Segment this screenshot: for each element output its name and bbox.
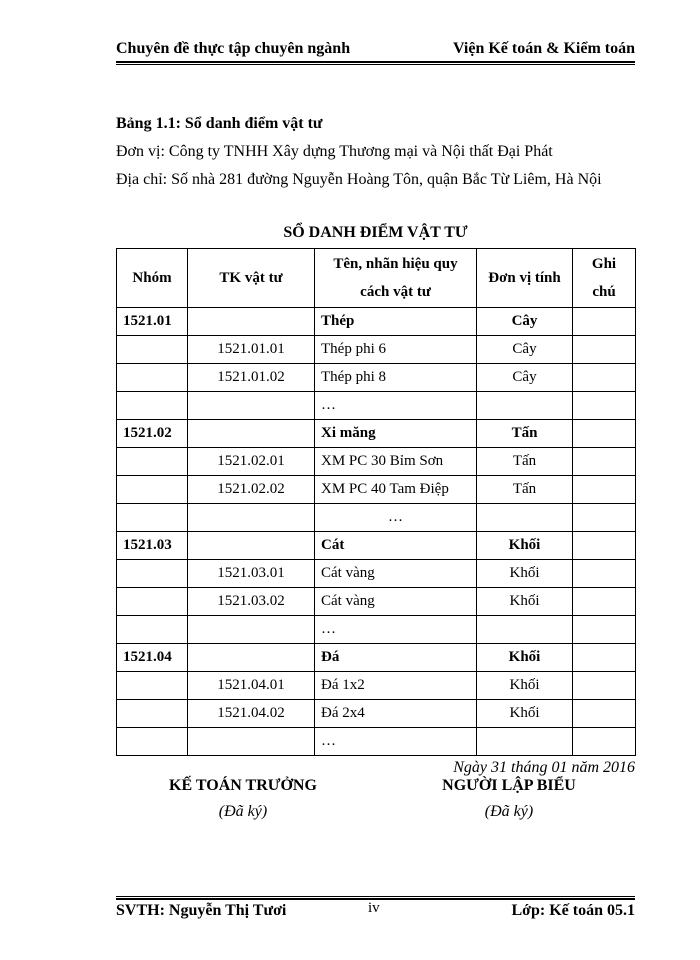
table-row bbox=[117, 700, 636, 728]
table-row bbox=[117, 420, 636, 448]
table-caption: Bảng 1.1: Sổ danh điểm vật tư bbox=[116, 115, 323, 132]
chief-accountant-title: KẾ TOÁN TRƯỞNG bbox=[169, 777, 317, 794]
cell-group bbox=[117, 700, 188, 728]
cell-account bbox=[188, 308, 315, 336]
table-row bbox=[117, 448, 636, 476]
cell-name: XM PC 40 Tam Điệp bbox=[315, 476, 477, 504]
col-header-note: Ghi chú bbox=[573, 249, 636, 308]
table-row bbox=[117, 728, 636, 756]
cell-unit: Khối bbox=[477, 644, 573, 672]
cell-account: 1521.03.01 bbox=[188, 560, 315, 588]
cell-group bbox=[117, 672, 188, 700]
cell-group bbox=[117, 560, 188, 588]
table-row bbox=[117, 672, 636, 700]
cell-unit: Cây bbox=[477, 336, 573, 364]
col-header-group: Nhóm bbox=[117, 249, 188, 308]
cell-unit: Khối bbox=[477, 700, 573, 728]
cell-unit: Cây bbox=[477, 308, 573, 336]
cell-unit: Khối bbox=[477, 532, 573, 560]
ledger-title: SỔ DANH ĐIỂM VẬT TƯ bbox=[283, 224, 468, 241]
footer-student: SVTH: Nguyễn Thị Tươi bbox=[116, 902, 287, 919]
cell-account: 1521.02.01 bbox=[188, 448, 315, 476]
col-header-unit: Đơn vị tính bbox=[477, 249, 573, 308]
cell-account: 1521.01.02 bbox=[188, 364, 315, 392]
preparer-sign: (Đã ký) bbox=[484, 803, 534, 820]
cell-name: Thép bbox=[315, 308, 477, 336]
cell-name: Cát vàng bbox=[315, 560, 477, 588]
cell-unit: Khối bbox=[477, 588, 573, 616]
cell-account: 1521.03.02 bbox=[188, 588, 315, 616]
cell-group: 1521.02 bbox=[117, 420, 188, 448]
cell-group bbox=[117, 476, 188, 504]
cell-account bbox=[188, 616, 315, 644]
cell-note bbox=[573, 560, 636, 588]
cell-name: Cát bbox=[315, 532, 477, 560]
header-left: Chuyên đề thực tập chuyên ngành bbox=[116, 40, 351, 57]
cell-name: … bbox=[315, 504, 477, 532]
cell-unit: Tấn bbox=[477, 476, 573, 504]
col-header-name: Tên, nhãn hiệu quy cách vật tư bbox=[315, 249, 477, 308]
cell-unit: Tấn bbox=[477, 448, 573, 476]
header-rule-thin bbox=[116, 64, 635, 65]
cell-name: Cát vàng bbox=[315, 588, 477, 616]
cell-note bbox=[573, 532, 636, 560]
cell-note bbox=[573, 392, 636, 420]
cell-group bbox=[117, 336, 188, 364]
cell-unit bbox=[477, 504, 573, 532]
cell-note bbox=[573, 308, 636, 336]
cell-name: … bbox=[315, 392, 477, 420]
cell-name: XM PC 30 Bỉm Sơn bbox=[315, 448, 477, 476]
table-row bbox=[117, 476, 636, 504]
cell-name: Thép phi 6 bbox=[315, 336, 477, 364]
cell-note bbox=[573, 364, 636, 392]
cell-group: 1521.04 bbox=[117, 644, 188, 672]
table-row bbox=[117, 392, 636, 420]
cell-unit: Cây bbox=[477, 364, 573, 392]
cell-account bbox=[188, 644, 315, 672]
cell-note bbox=[573, 336, 636, 364]
sign-date: Ngày 31 tháng 01 năm 2016 bbox=[453, 759, 635, 776]
cell-note bbox=[573, 728, 636, 756]
table-header-row bbox=[117, 249, 636, 308]
cell-account bbox=[188, 504, 315, 532]
table-row bbox=[117, 336, 636, 364]
cell-unit bbox=[477, 728, 573, 756]
cell-unit bbox=[477, 616, 573, 644]
cell-unit bbox=[477, 392, 573, 420]
cell-name: Thép phi 8 bbox=[315, 364, 477, 392]
table-row bbox=[117, 644, 636, 672]
cell-note bbox=[573, 504, 636, 532]
cell-account: 1521.01.01 bbox=[188, 336, 315, 364]
footer-rule-thin bbox=[116, 896, 635, 897]
cell-name: … bbox=[315, 728, 477, 756]
cell-note bbox=[573, 672, 636, 700]
col-header-account: TK vật tư bbox=[188, 249, 315, 308]
cell-name: … bbox=[315, 616, 477, 644]
cell-group bbox=[117, 588, 188, 616]
cell-unit: Khối bbox=[477, 672, 573, 700]
cell-group bbox=[117, 392, 188, 420]
cell-name: Đá 1x2 bbox=[315, 672, 477, 700]
cell-group: 1521.01 bbox=[117, 308, 188, 336]
cell-group bbox=[117, 728, 188, 756]
header-right: Viện Kế toán & Kiểm toán bbox=[452, 40, 635, 57]
cell-note bbox=[573, 588, 636, 616]
cell-account bbox=[188, 420, 315, 448]
cell-note bbox=[573, 420, 636, 448]
cell-unit: Khối bbox=[477, 560, 573, 588]
table-row bbox=[117, 308, 636, 336]
table-row bbox=[117, 504, 636, 532]
cell-note bbox=[573, 700, 636, 728]
cell-account: 1521.04.01 bbox=[188, 672, 315, 700]
table-row bbox=[117, 364, 636, 392]
cell-group bbox=[117, 504, 188, 532]
ledger-table bbox=[116, 248, 636, 756]
footer-class: Lớp: Kế toán 05.1 bbox=[511, 902, 635, 919]
cell-group bbox=[117, 448, 188, 476]
cell-account bbox=[188, 728, 315, 756]
cell-note bbox=[573, 616, 636, 644]
cell-account bbox=[188, 532, 315, 560]
cell-group: 1521.03 bbox=[117, 532, 188, 560]
chief-accountant-sign: (Đã ký) bbox=[218, 803, 268, 820]
preparer-title: NGƯỜI LẬP BIỂU bbox=[442, 777, 576, 794]
cell-group bbox=[117, 364, 188, 392]
cell-name: Xi măng bbox=[315, 420, 477, 448]
page-number: iv bbox=[368, 900, 380, 916]
cell-account: 1521.04.02 bbox=[188, 700, 315, 728]
cell-name: Đá bbox=[315, 644, 477, 672]
company-address: Địa chỉ: Số nhà 281 đường Nguyễn Hoàng Tôn, quận Bắc Từ Liêm, Hà Nội bbox=[116, 171, 602, 188]
cell-note bbox=[573, 476, 636, 504]
table-body bbox=[117, 308, 636, 756]
cell-note bbox=[573, 448, 636, 476]
cell-group bbox=[117, 616, 188, 644]
header-rule bbox=[116, 61, 635, 63]
table-row bbox=[117, 560, 636, 588]
cell-account: 1521.02.02 bbox=[188, 476, 315, 504]
cell-name: Đá 2x4 bbox=[315, 700, 477, 728]
cell-unit: Tấn bbox=[477, 420, 573, 448]
table-row bbox=[117, 616, 636, 644]
cell-note bbox=[573, 644, 636, 672]
cell-account bbox=[188, 392, 315, 420]
company-unit: Đơn vị: Công ty TNHH Xây dựng Thương mại và Nội thất Đại Phát bbox=[116, 143, 553, 160]
table-row bbox=[117, 588, 636, 616]
table-row bbox=[117, 532, 636, 560]
